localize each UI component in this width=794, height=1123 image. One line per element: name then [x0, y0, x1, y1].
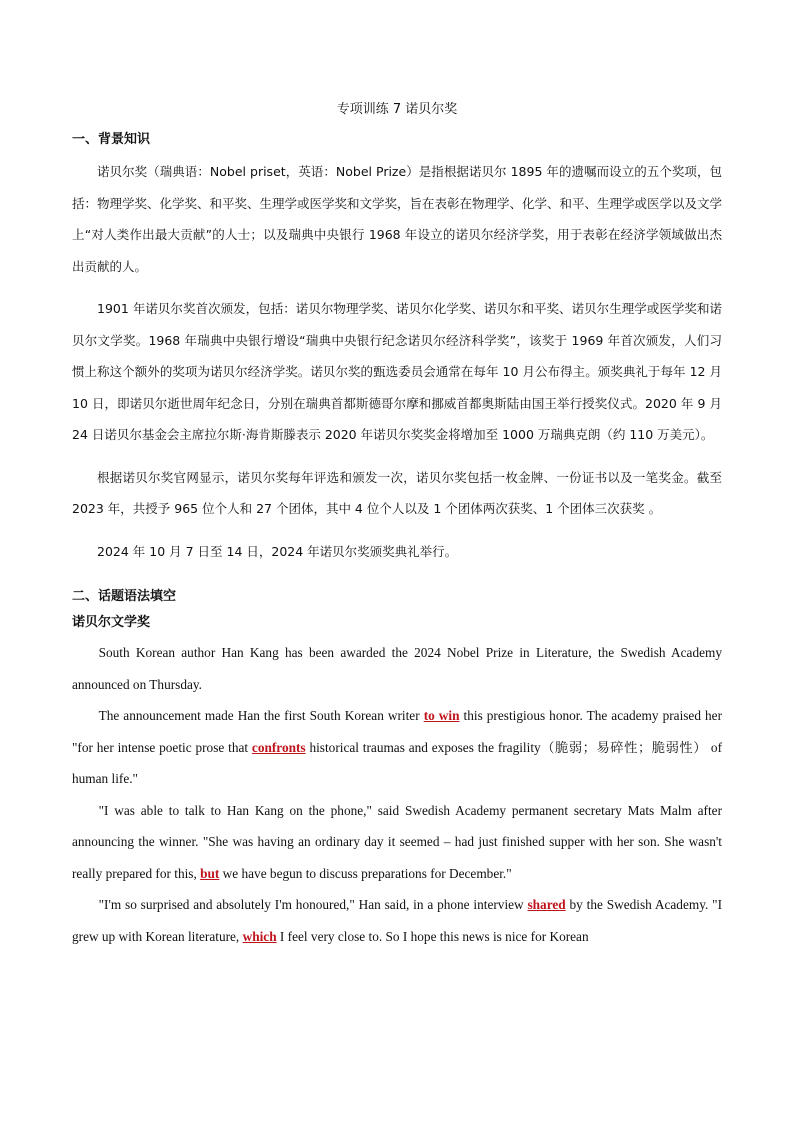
article-paragraph-4 — [72, 889, 722, 952]
answer-confronts: confronts — [251, 739, 306, 755]
text-run: "I was able to talk to Han Kang on the phone," said Swedish Academy permanent secretary Mats Malm after announcing the winner. "She was having an ordinary day it seemed – had just finished supper with her son. She wasn't really prepared for this, — [72, 802, 722, 881]
text-run: I feel very close to. So I hope this news is nice for Korean — [276, 928, 589, 944]
text-run: historical traumas and exposes the fragility（脆弱；易碎性；脆弱性） of human life." — [72, 739, 723, 786]
article-paragraph-3 — [72, 795, 722, 890]
article-paragraph-1: South Korean author Han Kang has been awarded the 2024 Nobel Prize in Literature, the Swedish Academy announced on Thursday. — [72, 645, 722, 692]
answer-to-win: to win — [423, 708, 460, 723]
section-heading-grammar: 二、话题语法填空 — [72, 589, 177, 604]
article-paragraph-2 — [72, 700, 722, 795]
text-run: this prestigious honor. The academy praised her "for her intense poetic prose that — [72, 708, 723, 755]
background-paragraph-2: 1901 年诺贝尔奖首次颁发，包括：诺贝尔物理学奖、诺贝尔化学奖、诺贝尔和平奖、诺贝尔生理学或医学奖和诺贝尔文学奖。1968 年瑞典中央银行增设“瑞典中央银行纪念诺贝尔经济科学奖”，该奖于 1969 年首次颁发，人们习惯上称这个额外的奖项为诺贝尔经济学奖。诺贝尔奖的甄选委员会通常在每年 10 月公布得主。颁奖典礼于每年 12 月 10 日，即诺贝尔逝世周年纪念日，分别在瑞典首都斯德哥尔摩和挪威首都奥斯陆由国王举行授奖仪式。2020 年 9 月 24 日诺贝尔基金会主席拉尔斯·海肯斯滕表示 2020 年诺贝尔奖奖金将增加至 1000 万瑞典克朗（约 110 万美元）。 — [72, 301, 722, 442]
section-heading-background: 一、背景知识 — [72, 132, 151, 147]
text-run: The announcement made Han the first South Korean writer — [98, 708, 424, 723]
answer-which: which — [242, 928, 277, 944]
text-run: "I'm so surprised and absolutely I'm honoured," Han said, in a phone interview — [98, 897, 528, 912]
text-run: by the Swedish Academy. "I grew up with Korean literature, — [72, 897, 722, 944]
background-paragraph-1: 诺贝尔奖（瑞典语：Nobel priset，英语：Nobel Prize）是指根据诺贝尔 1895 年的遗嘱而设立的五个奖项，包括：物理学奖、化学奖、和平奖、生理学或医学奖和文学奖，旨在表彰在物理学、化学、和平、生理学或医学以及文学上“对人类作出最大贡献”的人士；以及瑞典中央银行 1968 年设立的诺贝尔经济学奖，用于表彰在经济学领域做出杰出贡献的人。 — [72, 164, 723, 274]
subheading-literature-prize: 诺贝尔文学奖 — [72, 615, 151, 630]
background-paragraph-3: 根据诺贝尔奖官网显示，诺贝尔奖每年评选和颁发一次，诺贝尔奖包括一枚金牌、一份证书以及一笔奖金。截至 2023 年，共授予 965 位个人和 27 个团体，其中 4 位个人以及 1 个团体两次获奖、1 个团体三次获奖 。 — [72, 469, 722, 516]
answer-but: but — [200, 865, 220, 881]
answer-shared: shared — [527, 897, 566, 912]
background-paragraph-4: 2024 年 10 月 7 日至 14 日，2024 年诺贝尔奖颁奖典礼举行。 — [97, 543, 458, 559]
page-title: 专项训练 7 诺贝尔奖 — [336, 102, 458, 117]
text-run: we have begun to discuss preparations for December." — [219, 865, 512, 881]
